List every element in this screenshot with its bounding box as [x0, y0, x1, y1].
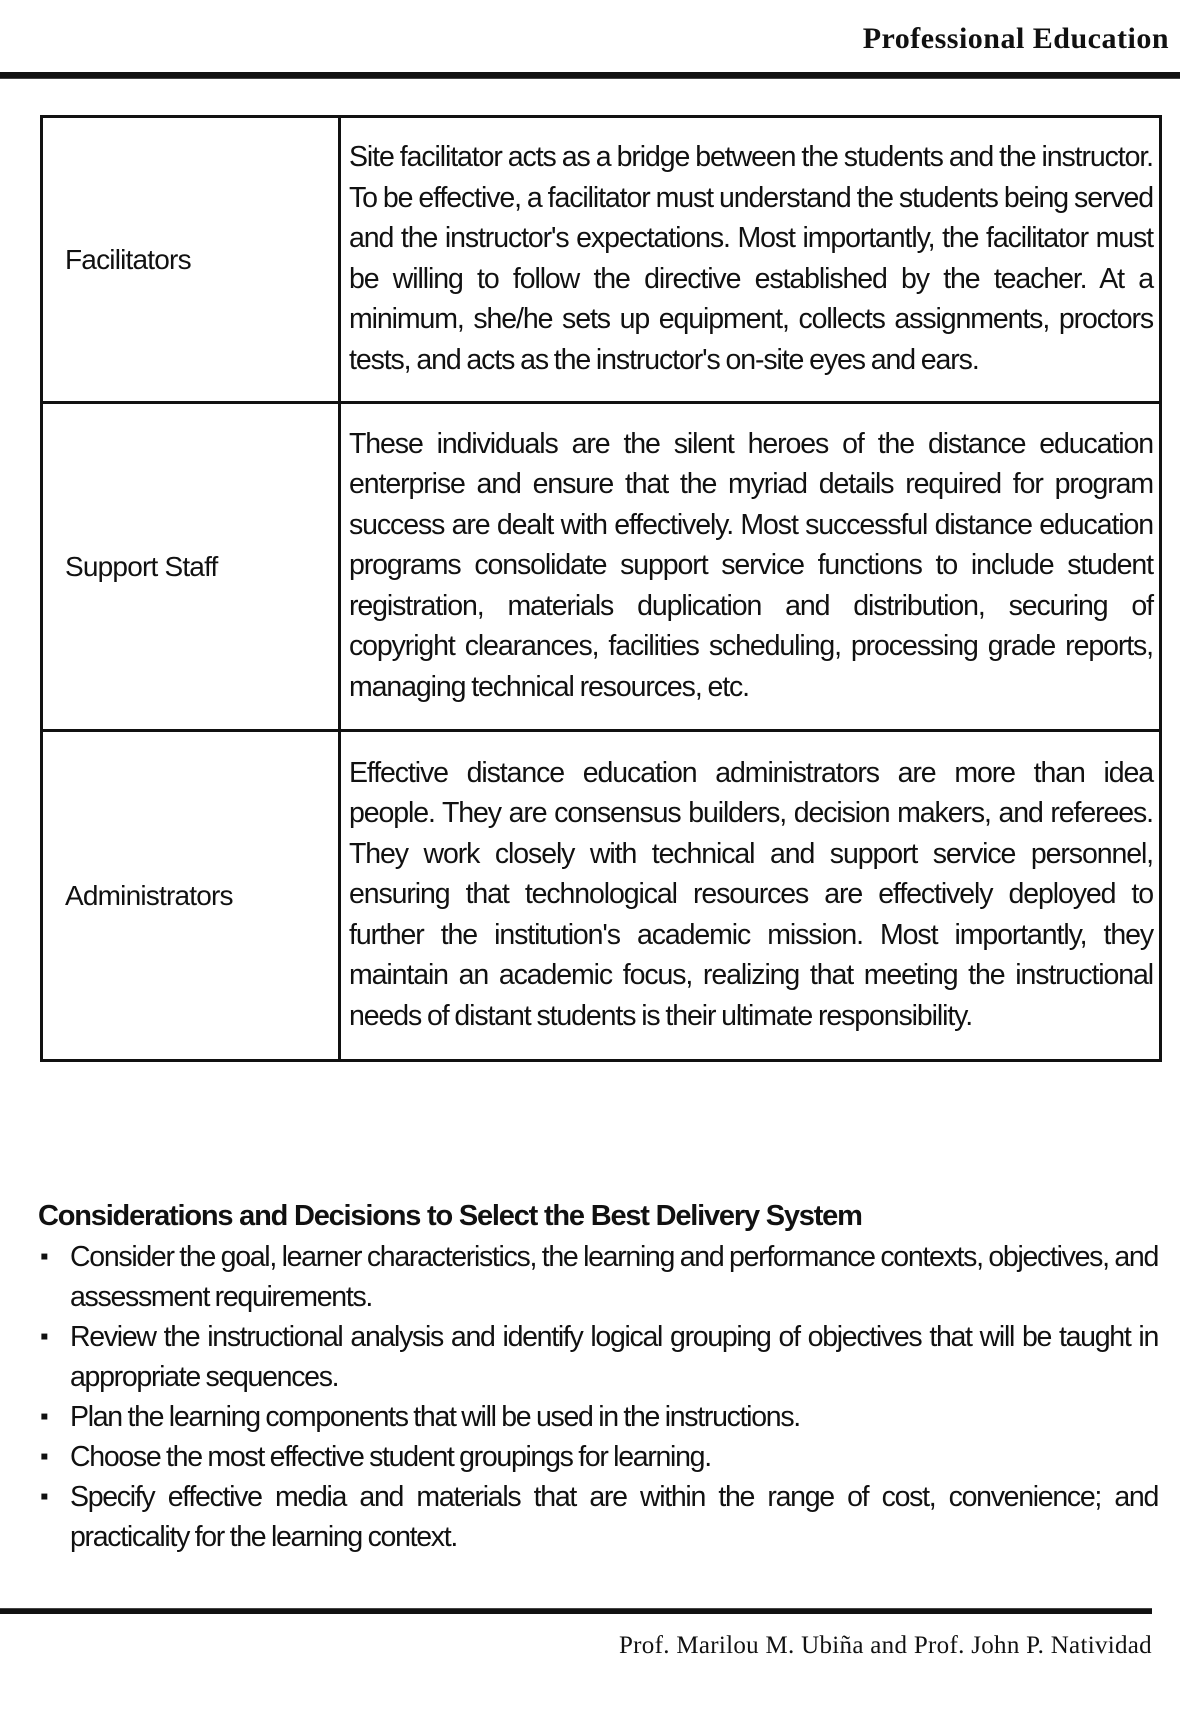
- roles-table: [40, 115, 1162, 1062]
- footer-rule: [0, 1608, 1152, 1614]
- square-bullet-icon: ▪: [40, 1243, 48, 1270]
- list-item: [38, 1317, 1158, 1397]
- square-bullet-icon: ▪: [40, 1403, 48, 1430]
- role-description-cell: Effective distance education administrators are more than idea people. They are consensus builders, decision makers, and referees. They work closely with technical and support service personnel, ensuring that technological resources are effectively deployed to further the institution's academic mission. Most importantly, they maintain an academic focus, realizing that meeting the instructional needs of distant students is their ultimate responsibility.: [340, 731, 1161, 1061]
- list-item: [38, 1237, 1158, 1317]
- role-name-cell: Administrators: [42, 731, 340, 1061]
- table-row: [42, 731, 1161, 1061]
- table-row: [42, 117, 1161, 403]
- role-name-cell: Support Staff: [42, 403, 340, 731]
- running-header-title: Professional Education: [862, 22, 1169, 55]
- square-bullet-icon: ▪: [40, 1323, 48, 1350]
- square-bullet-icon: ▪: [40, 1483, 48, 1510]
- square-bullet-icon: ▪: [40, 1443, 48, 1470]
- list-item: [38, 1477, 1158, 1557]
- list-item-text: Specify effective media and materials that are within the range of cost, convenience; and practicality for the learning context.: [70, 1481, 1158, 1553]
- role-name-cell: Facilitators: [42, 117, 340, 403]
- list-item-text: Review the instructional analysis and identify logical grouping of objectives that will be taught in appropriate sequences.: [70, 1321, 1158, 1393]
- list-item-text: Consider the goal, learner characteristics, the learning and performance contexts, objectives, and assessment requirements.: [70, 1241, 1158, 1313]
- role-description-cell: These individuals are the silent heroes of the distance education enterprise and ensure that the myriad details required for program success are dealt with effectively. Most successful distance education programs consolidate support service functions to include student registration, materials duplication and distribution, securing of copyright clearances, facilities scheduling, processing grade reports, managing technical resources, etc.: [340, 403, 1161, 731]
- list-item-text: Choose the most effective student groupings for learning.: [70, 1441, 711, 1473]
- table-row: [42, 403, 1161, 731]
- list-item: [38, 1397, 1158, 1437]
- list-item: [38, 1437, 1158, 1477]
- considerations-list: [38, 1237, 1158, 1557]
- list-item-text: Plan the learning components that will be used in the instructions.: [70, 1401, 800, 1433]
- footer-authors: Prof. Marilou M. Ubiña and Prof. John P. Natividad: [618, 1632, 1152, 1659]
- header-rule: [0, 72, 1180, 79]
- section-heading: Considerations and Decisions to Select the Best Delivery System: [38, 1200, 862, 1232]
- considerations-section: [38, 1200, 1158, 1557]
- role-description-cell: Site facilitator acts as a bridge between the students and the instructor. To be effective, a facilitator must understand the students being served and the instructor's expectations. Most importantly, the facilitator must be willing to follow the directive established by the teacher. At a minimum, she/he sets up equipment, collects assignments, proctors tests, and acts as the instructor's on-site eyes and ears.: [340, 117, 1161, 403]
